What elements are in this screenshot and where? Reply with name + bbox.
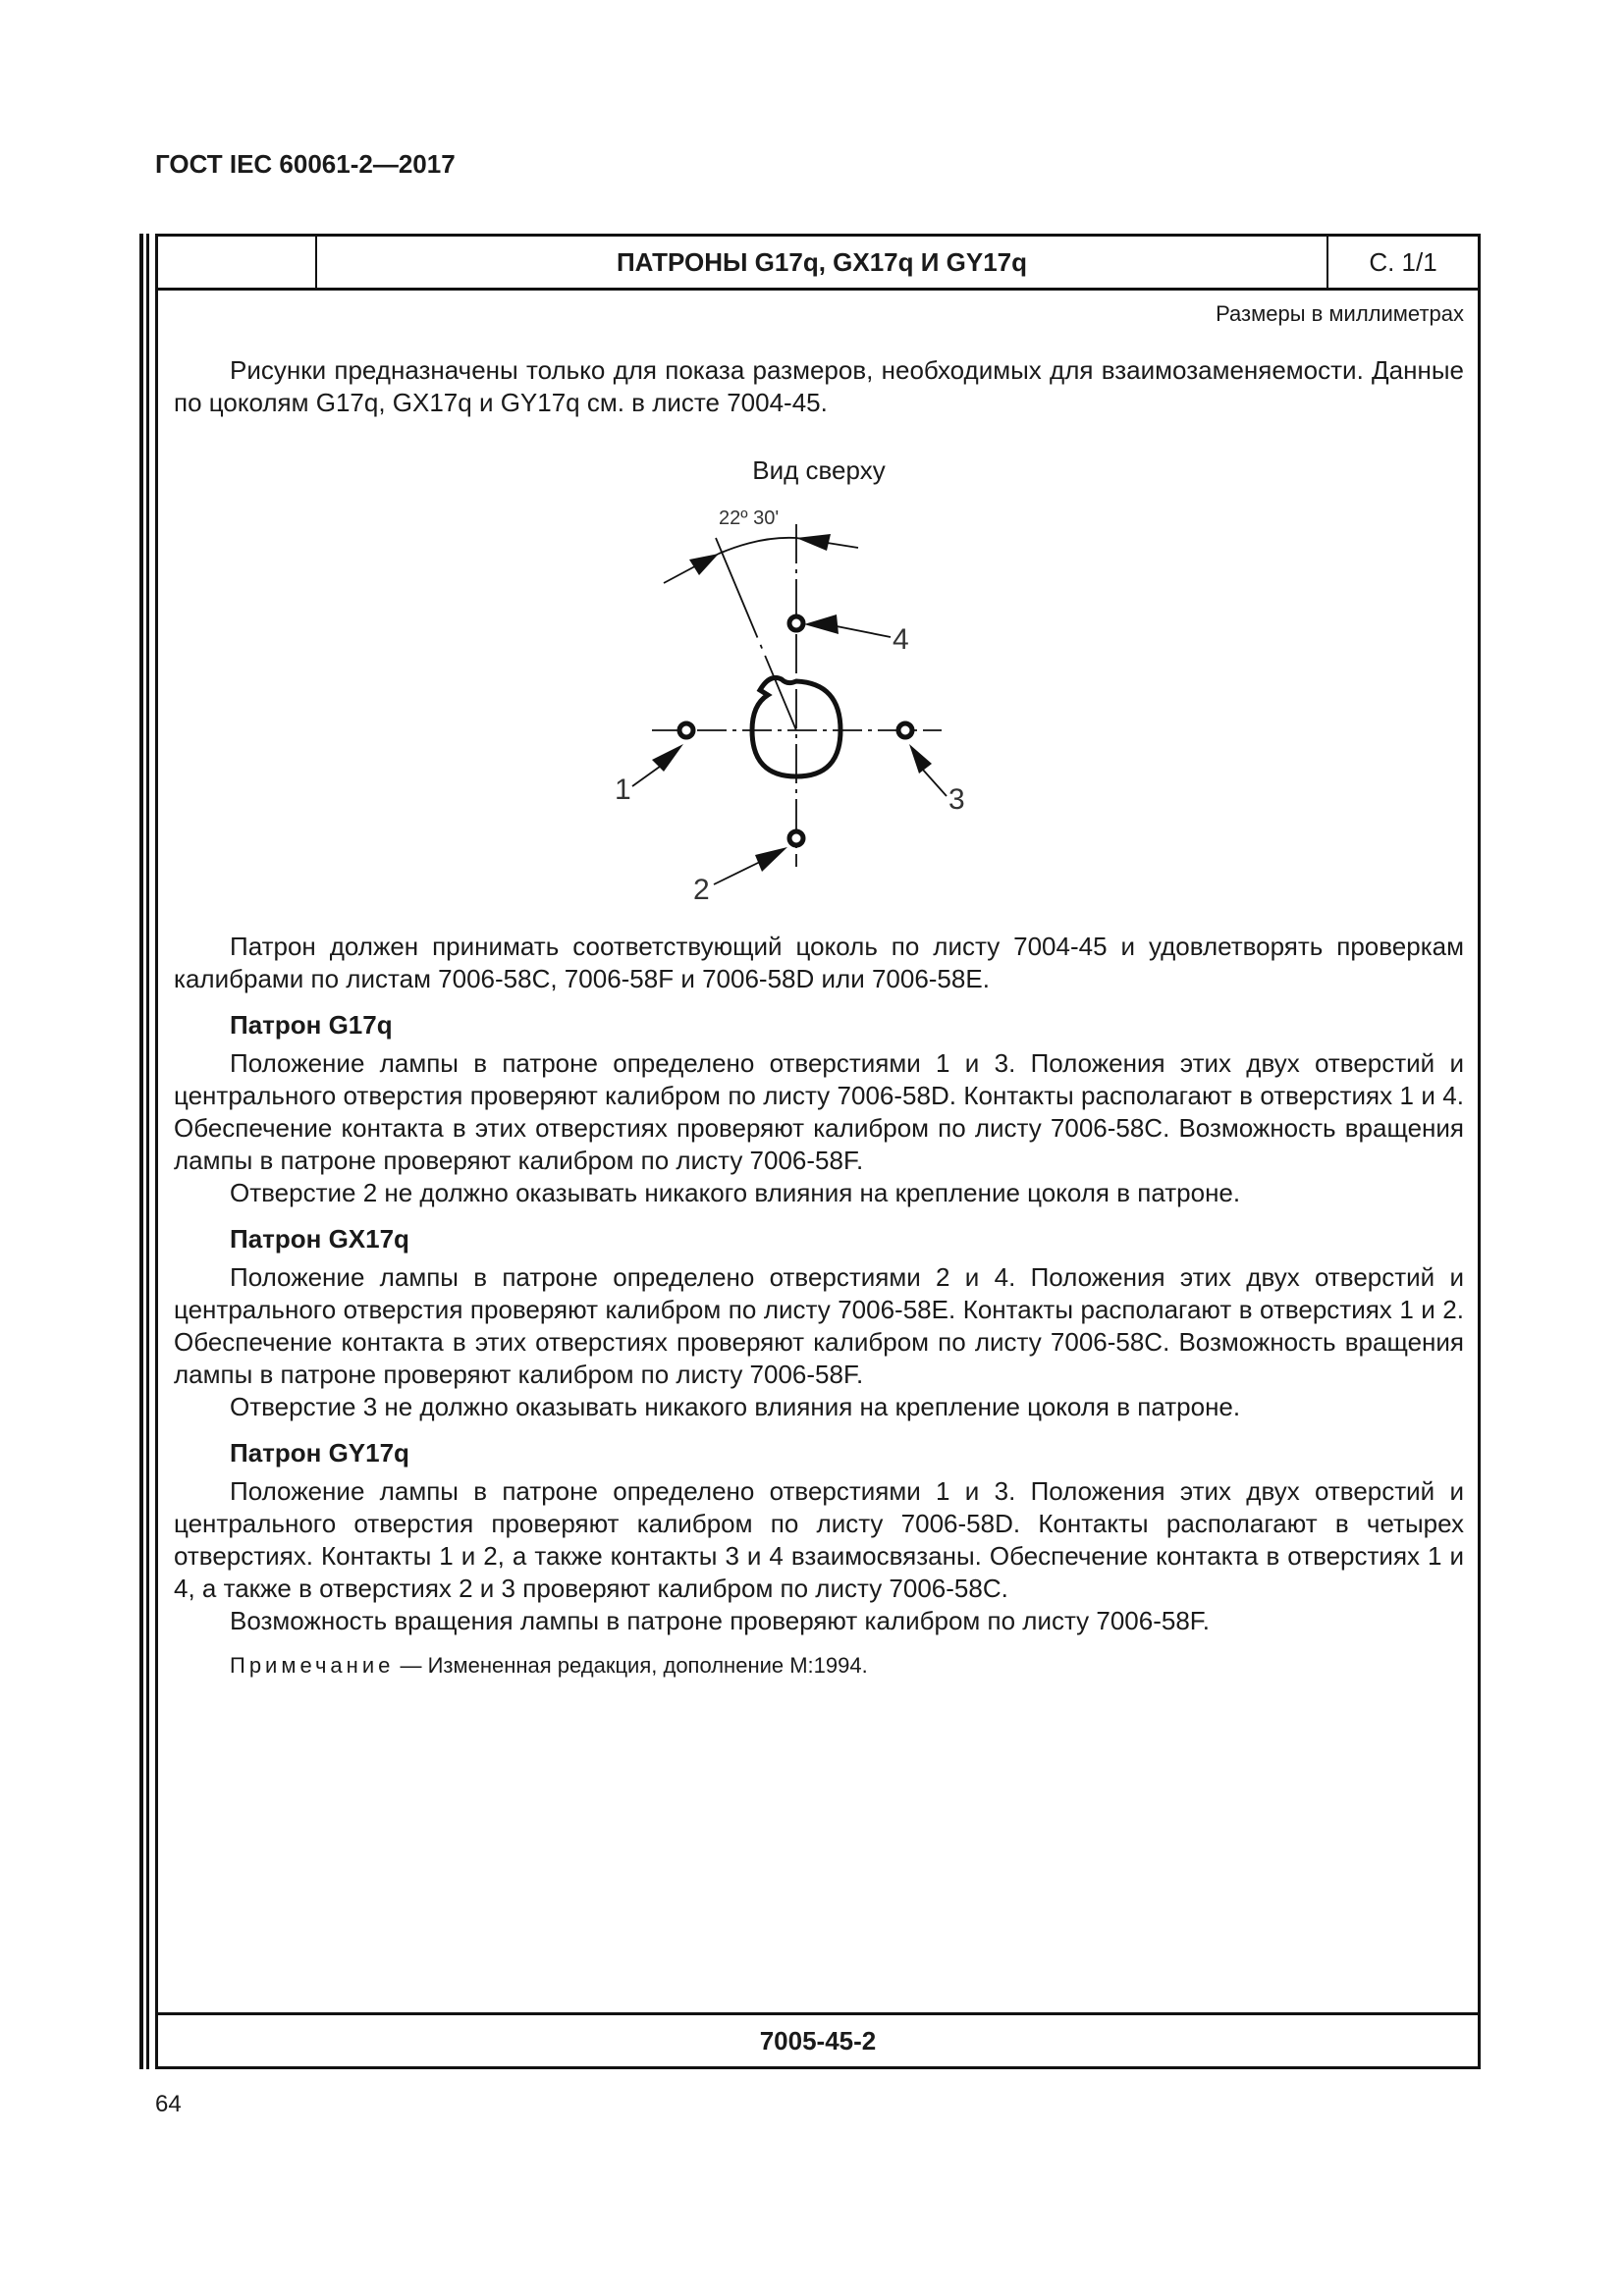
hole-label-1: 1: [615, 774, 631, 806]
hole-4: [789, 616, 803, 630]
arrowhead: [755, 847, 787, 872]
lampholder-top-view-diagram: [613, 487, 1025, 919]
section-paragraph: Возможность вращения лампы в патроне проверяют калибром по листу 7006-58F.: [230, 1606, 1211, 1635]
section-heading-g17q: Патрон G17q: [230, 1010, 393, 1040]
arrowhead: [689, 554, 719, 575]
section-heading-gy17q: Патрон GY17q: [230, 1438, 409, 1468]
intro-paragraph: Рисунки предназначены только для показа размеров, необходимых для взаимозаменяемости. Данные по цоколям G17q, GX17q и GY17q см. в листе 7004-45.: [174, 355, 1464, 417]
section-paragraph: Положение лампы в патроне определено отверстиями 2 и 4. Положения этих двух отверстий и центрального отверстия проверяют калибром по листу 7006-58E. Контакты располагают в отверстиях 1 и 2. Обеспечение контакта в этих отверстиях проверяют калибром по листу 7006-58С. Возможность вращения лампы в патроне проверяют калибром по листу 7006-58F.: [174, 1262, 1464, 1389]
frame-bar: [146, 234, 149, 2069]
arrowhead: [652, 744, 683, 772]
units-note: Размеры в миллиметрах: [1216, 301, 1464, 326]
hole-label-4: 4: [893, 623, 909, 656]
arrowhead: [796, 534, 831, 551]
figure-caption: Вид сверху: [752, 455, 886, 485]
document-title: ГОСТ IEC 60061-2—2017: [155, 149, 456, 179]
arrowhead: [804, 614, 839, 634]
sheet-frame: [155, 234, 1481, 2069]
section-paragraph: Отверстие 3 не должно оказывать никакого влияния на крепление цоколя в патроне.: [230, 1392, 1241, 1421]
section-paragraph: Положение лампы в патроне определено отверстиями 1 и 3. Положения этих двух отверстий и центрального отверстия проверяют калибром по листу 7006-58D. Контакты располагают в четырех отверстиях. Контакты 1 и 2, а также контакты 3 и 4 взаимосвязаны. Обеспечение контакта в отверстиях 1 и 4, а также в отверстиях 2 и 3 проверяют калибром по листу 7006-58С.: [174, 1476, 1464, 1603]
sheet-body: [174, 354, 1464, 1682]
page-number: 64: [155, 2091, 182, 2117]
sheet-number: С. 1/1: [1369, 246, 1437, 277]
hole-label-2: 2: [693, 874, 710, 906]
hole-2: [789, 831, 803, 845]
hole-label-3: 3: [948, 783, 965, 816]
note: [174, 1649, 1464, 1682]
hole-1: [679, 723, 693, 737]
header-empty-cell: [158, 237, 317, 288]
requirement-paragraph: Патрон должен принимать соответствующий цоколь по листу 7004-45 и удовлетворять проверкам калибрами по листам 7006-58С, 7006-58F и 7006-58D или 7006-58E.: [174, 932, 1464, 993]
angle-label: 22º 30': [719, 507, 780, 529]
angle-reference-line: [716, 538, 796, 730]
arrowhead: [909, 744, 932, 774]
note-label: Примечание: [230, 1653, 395, 1678]
angle-arc: [719, 538, 796, 554]
sheet-header: [158, 237, 1478, 291]
frame-bar: [139, 234, 143, 2069]
section-heading-gx17q: Патрон GX17q: [230, 1224, 409, 1254]
hole-3: [898, 723, 912, 737]
note-text: — Измененная редакция, дополнение М:1994.: [394, 1653, 868, 1678]
section-paragraph: Положение лампы в патроне определено отверстиями 1 и 3. Положения этих двух отверстий и центрального отверстия проверяют калибром по листу 7006-58D. Контакты располагают в отверстиях 1 и 4. Обеспечение контакта в этих отверстиях проверяют калибром по листу 7006-58С. Возможность вращения лампы в патроне проверяют калибром по листу 7006-58F.: [174, 1048, 1464, 1175]
sheet-code: 7005-45-2: [158, 2012, 1478, 2066]
section-paragraph: Отверстие 2 не должно оказывать никакого влияния на крепление цоколя в патроне.: [230, 1178, 1241, 1207]
sheet-title: ПАТРОНЫ G17q, GX17q И GY17q: [317, 237, 1328, 288]
